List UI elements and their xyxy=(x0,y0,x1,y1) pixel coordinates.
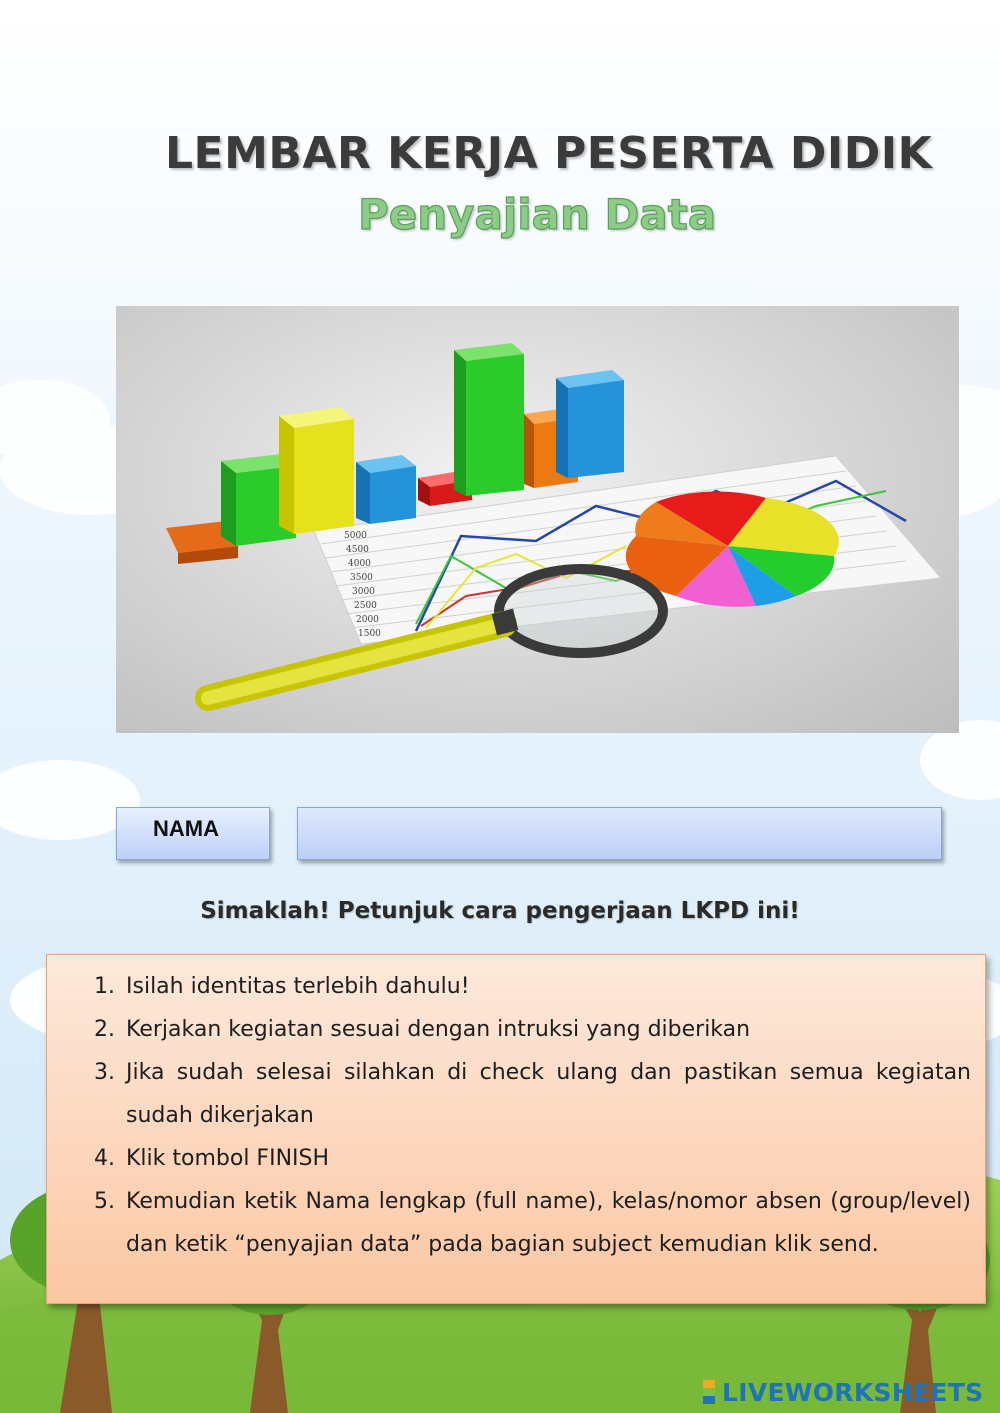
liveworksheets-logo xyxy=(698,1374,983,1410)
axis-tick-label: 2500 xyxy=(354,601,377,611)
axis-tick-label: 3500 xyxy=(350,573,373,583)
instruction-item: 5. Kemudian ketik Nama lengkap (full name), kelas/nomor absen (group/level) dan ketik “penyajian data” pada bagian subject kemudian klik send. xyxy=(122,1180,971,1266)
instruction-item: 1. Isilah identitas terlebih dahulu! xyxy=(122,965,971,1008)
axis-tick-label: 4500 xyxy=(346,545,369,555)
worksheet-subtitle: Penyajian Data xyxy=(358,190,717,239)
chart-illustration-graphic xyxy=(116,306,959,733)
axis-tick-label: 2000 xyxy=(356,615,379,625)
axis-tick-label: 1500 xyxy=(358,629,381,639)
chart-illustration xyxy=(116,306,959,733)
name-input[interactable] xyxy=(297,807,942,860)
instruction-item: 2. Kerjakan kegiatan sesuai dengan intruksi yang diberikan xyxy=(122,1008,971,1051)
worksheet-title: LEMBAR KERJA PESERTA DIDIK xyxy=(165,128,933,179)
instructions-box xyxy=(46,954,986,1304)
instructions-list xyxy=(47,955,985,1266)
axis-tick-label: 5000 xyxy=(344,531,367,541)
instruction-item: 3. Jika sudah selesai silahkan di check ulang dan pastikan semua kegiatan sudah dikerjakan xyxy=(122,1051,971,1137)
instruction-item: 4. Klik tombol FINISH xyxy=(122,1137,971,1180)
brand-name: LIVEWORKSHEETS xyxy=(722,1377,984,1407)
axis-tick-label: 3000 xyxy=(352,587,375,597)
liveworksheets-mark-icon xyxy=(698,1379,720,1405)
instructions-heading: Simaklah! Petunjuk cara pengerjaan LKPD ini! xyxy=(200,898,800,924)
name-label: NAMA xyxy=(116,807,270,860)
axis-tick-label: 4000 xyxy=(348,559,371,569)
